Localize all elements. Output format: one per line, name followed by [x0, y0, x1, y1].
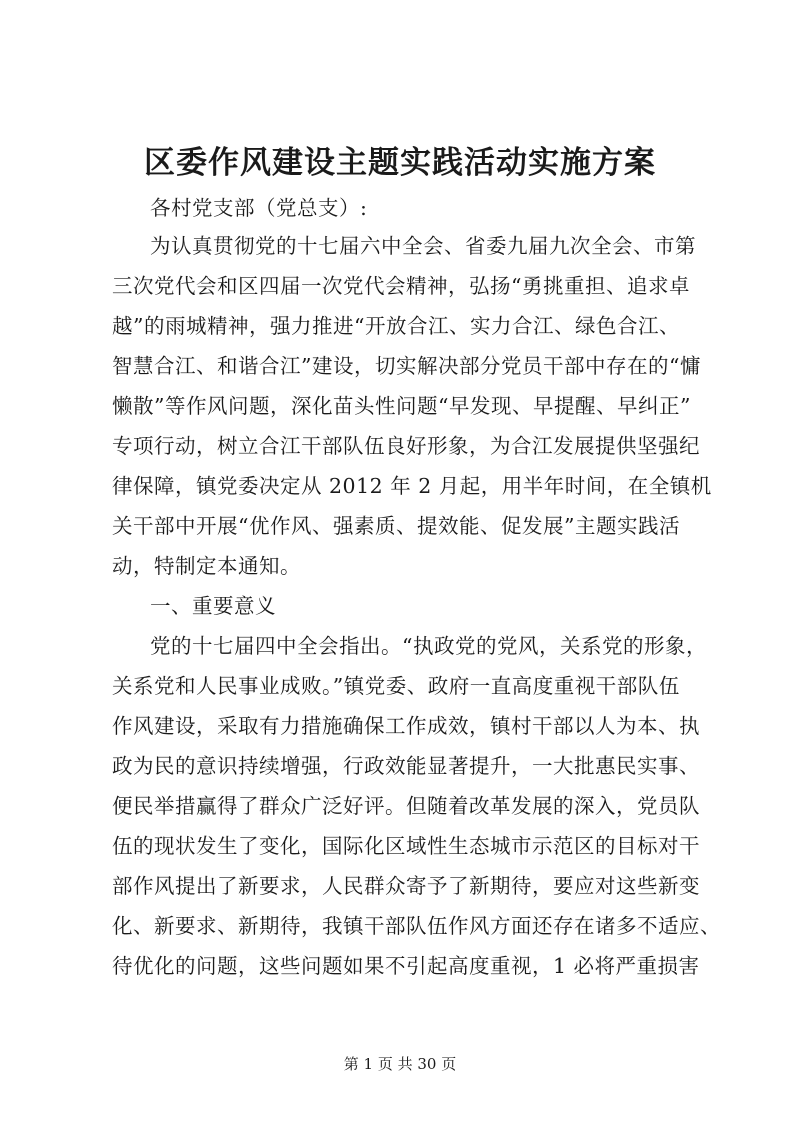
paragraph-line: 越”的雨城精神，强力推进“开放合江、实力合江、绿色合江、	[112, 314, 680, 338]
paragraph-line: 关系党和人民事业成败。”镇党委、政府一直高度重视干部队伍	[112, 674, 680, 698]
paragraph-line: 智慧合江、和谐合江”建设，切实解决部分党员干部中存在的“慵	[112, 354, 701, 378]
paragraph-line: 懒散”等作风问题，深化苗头性问题“早发现、早提醒、早纠正”	[112, 394, 691, 418]
document-title: 区委作风建设主题实践活动实施方案	[144, 145, 656, 181]
paragraph-line: 作风建设，采取有力措施确保工作成效，镇村干部以人为本、执	[112, 714, 700, 738]
page-number: 第 1 页 共 30 页	[343, 1055, 457, 1073]
paragraph-line: 为认真贯彻党的十七届六中全会、省委九届九次全会、市第	[150, 234, 696, 258]
paragraph-line: 关干部中开展“优作风、强素质、提效能、促发展”主题实践活	[112, 514, 680, 538]
section-heading: 一、重要意义	[150, 594, 276, 618]
paragraph-line: 专项行动，树立合江干部队伍良好形象，为合江发展提供坚强纪	[112, 434, 700, 458]
paragraph-line: 部作风提出了新要求，人民群众寄予了新期待，要应对这些新变	[112, 874, 700, 898]
salutation: 各村党支部（党总支）:	[150, 196, 368, 220]
paragraph-line: 化、新要求、新期待，我镇干部队伍作风方面还存在诸多不适应、	[112, 914, 721, 938]
paragraph-line: 待优化的问题，这些问题如果不引起高度重视，1 必将严重损害	[112, 954, 700, 978]
paragraph-line: 动，特制定本通知。	[112, 554, 301, 578]
paragraph-line: 便民举措赢得了群众广泛好评。但随着改革发展的深入，党员队	[112, 794, 700, 818]
paragraph-line: 伍的现状发生了变化，国际化区域性生态城市示范区的目标对干	[112, 834, 700, 858]
paragraph-line: 党的十七届四中全会指出。“执政党的党风，关系党的形象，	[150, 634, 707, 658]
paragraph-line: 三次党代会和区四届一次党代会精神，弘扬“勇挑重担、追求卓	[112, 274, 690, 298]
paragraph-line: 政为民的意识持续增强，行政效能显著提升，一大批惠民实事、	[112, 754, 700, 778]
paragraph-line: 律保障，镇党委决定从 2012 年 2 月起，用半年时间，在全镇机	[112, 474, 712, 498]
